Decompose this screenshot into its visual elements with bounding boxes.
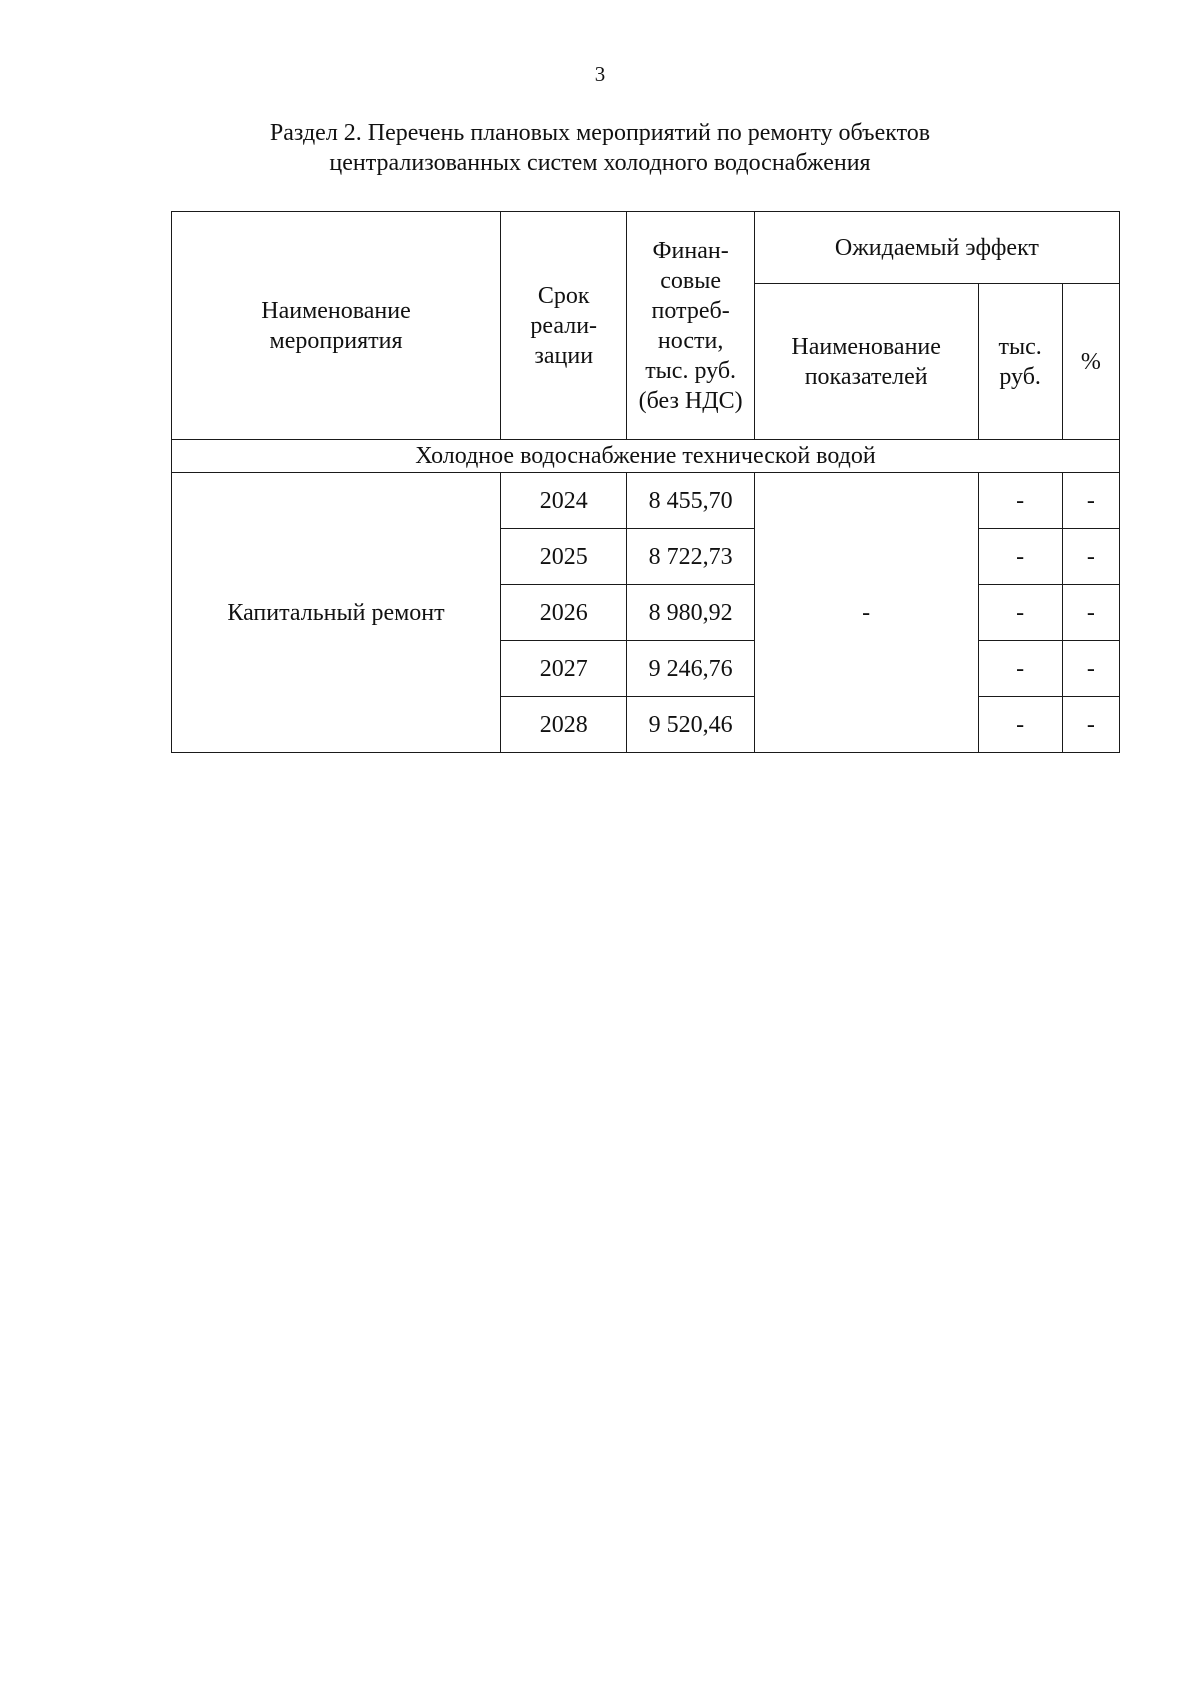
table-header-row bbox=[172, 212, 1120, 284]
header-term bbox=[501, 212, 627, 440]
thousand-rub-cell: - bbox=[978, 473, 1062, 529]
percent-cell: - bbox=[1062, 641, 1119, 697]
amount-cell: 8 980,92 bbox=[627, 585, 754, 641]
thousand-rub-cell: - bbox=[978, 529, 1062, 585]
amount-cell: 9 246,76 bbox=[627, 641, 754, 697]
section-heading bbox=[200, 118, 1000, 178]
percent-cell: - bbox=[1062, 473, 1119, 529]
header-thousand-rub bbox=[978, 284, 1062, 440]
activity-name-cell: Капитальный ремонт bbox=[172, 473, 501, 753]
indicator-cell: - bbox=[754, 473, 978, 753]
amount-cell: 9 520,46 bbox=[627, 697, 754, 753]
table-section-row bbox=[172, 440, 1120, 473]
header-term-text: Срок реали-зации bbox=[530, 282, 598, 369]
header-percent: % bbox=[1062, 284, 1119, 440]
planned-measures-table bbox=[171, 211, 1120, 753]
year-cell: 2028 bbox=[501, 697, 627, 753]
year-cell: 2026 bbox=[501, 585, 627, 641]
percent-cell: - bbox=[1062, 585, 1119, 641]
year-cell: 2027 bbox=[501, 641, 627, 697]
section-heading-line-1: Раздел 2. Перечень плановых мероприятий по ремонту объектов bbox=[269, 120, 931, 146]
header-indicators-text: Наименование показателей bbox=[791, 333, 941, 390]
header-expected-effect: Ожидаемый эффект bbox=[754, 212, 1119, 284]
year-cell: 2025 bbox=[501, 529, 627, 585]
header-indicators bbox=[754, 284, 978, 440]
table-row bbox=[172, 473, 1120, 529]
amount-cell: 8 722,73 bbox=[627, 529, 754, 585]
section-title: Холодное водоснабжение технической водой bbox=[172, 440, 1120, 473]
year-cell: 2024 bbox=[501, 473, 627, 529]
header-finance bbox=[627, 212, 754, 440]
thousand-rub-cell: - bbox=[978, 697, 1062, 753]
header-activity-name bbox=[172, 212, 501, 440]
header-activity-name-text: Наименование мероприятия bbox=[261, 297, 411, 354]
thousand-rub-cell: - bbox=[978, 641, 1062, 697]
percent-cell: - bbox=[1062, 529, 1119, 585]
percent-cell: - bbox=[1062, 697, 1119, 753]
page-number: 3 bbox=[594, 62, 606, 86]
amount-cell: 8 455,70 bbox=[627, 473, 754, 529]
section-heading-line-2: централизованных систем холодного водоснабжения bbox=[329, 150, 871, 176]
thousand-rub-cell: - bbox=[978, 585, 1062, 641]
header-thousand-rub-text: тыс. руб. bbox=[998, 333, 1042, 390]
header-finance-text: Финан-совые потреб-ности, тыс. руб. (без НДС) bbox=[638, 237, 743, 414]
